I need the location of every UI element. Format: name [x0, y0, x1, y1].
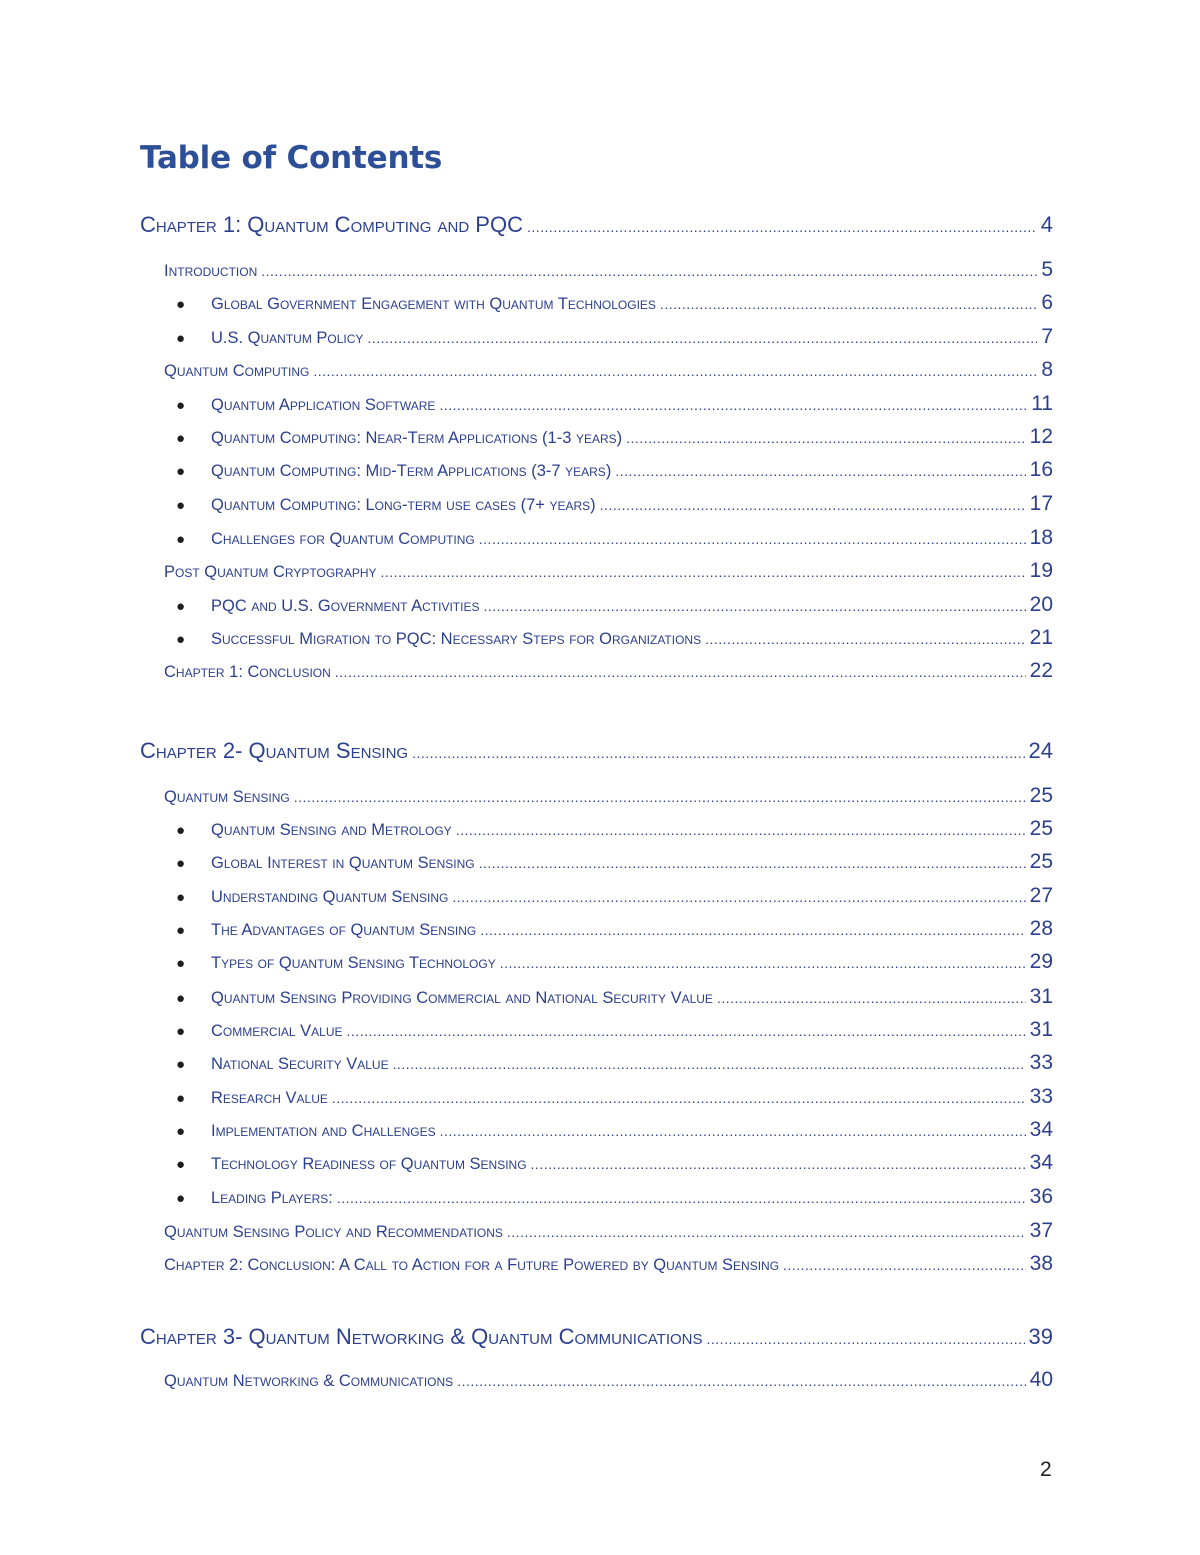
toc-entry-page-number: 37: [1029, 1219, 1053, 1242]
bullet-icon: ●: [176, 889, 186, 906]
toc-entry-page-number: 8: [1041, 358, 1053, 381]
toc-entry-section[interactable]: [164, 559, 1053, 583]
toc-entry-section[interactable]: [164, 784, 1053, 808]
toc-entry-chapter[interactable]: [140, 1324, 1053, 1350]
toc-entry-label: Leading Players:: [211, 1189, 333, 1207]
toc-entry-sub[interactable]: [176, 458, 1053, 482]
dot-leader: [439, 397, 1027, 413]
toc-entry-page-number: 25: [1029, 784, 1053, 807]
dot-leader: [660, 296, 1037, 312]
toc-entry-label: Quantum Sensing: [164, 788, 290, 806]
toc-entry-label: Commercial Value: [211, 1022, 343, 1040]
toc-entry-label: Chapter 2: Conclusion: A Call to Action for a Future Powered by Quantum Sensing: [164, 1256, 780, 1274]
toc-entry-sub[interactable]: [176, 593, 1053, 617]
toc-entry-page-number: 21: [1029, 626, 1053, 649]
dot-leader: [507, 1224, 1026, 1240]
dot-leader: [440, 1123, 1026, 1139]
toc-entry-label: National Security Value: [211, 1055, 389, 1073]
toc-entry-section[interactable]: [164, 358, 1053, 382]
toc-entry-section[interactable]: [164, 1368, 1053, 1392]
dot-leader: [479, 855, 1026, 871]
toc-entry-page-number: 11: [1031, 392, 1053, 415]
toc-entry-page-number: 31: [1029, 985, 1053, 1008]
toc-entry-label: Quantum Computing: Mid-Term Applications (3-7 years): [211, 462, 612, 480]
bullet-icon: ●: [176, 598, 186, 615]
toc-entry-label: Chapter 1: Conclusion: [164, 663, 331, 681]
bullet-icon: ●: [176, 531, 186, 548]
toc-entry-sub[interactable]: [176, 626, 1053, 650]
toc-entry-sub[interactable]: [176, 1051, 1053, 1075]
toc-entry-sub[interactable]: [176, 526, 1053, 550]
bullet-icon: ●: [176, 922, 186, 939]
bullet-icon: ●: [176, 463, 186, 480]
toc-entry-page-number: 40: [1029, 1368, 1053, 1391]
bullet-icon: ●: [176, 1023, 186, 1040]
dot-leader: [393, 1056, 1026, 1072]
toc-entry-label: Challenges for Quantum Computing: [211, 530, 475, 548]
toc-entry-page-number: 18: [1029, 526, 1053, 549]
bullet-icon: ●: [176, 1090, 186, 1107]
toc-entry-chapter[interactable]: [140, 212, 1053, 238]
bullet-icon: ●: [176, 497, 186, 514]
dot-leader: [337, 1190, 1026, 1206]
dot-leader: [294, 789, 1026, 805]
toc-entry-sub[interactable]: [176, 1085, 1053, 1109]
bullet-icon: ●: [176, 990, 186, 1007]
bullet-icon: ●: [176, 430, 186, 447]
dot-leader: [717, 990, 1026, 1006]
toc-entry-section[interactable]: [164, 659, 1053, 683]
toc-entry-label: Chapter 2- Quantum Sensing: [140, 738, 409, 763]
toc-entry-label: Post Quantum Cryptography: [164, 563, 377, 581]
toc-entry-page-number: 36: [1029, 1185, 1053, 1208]
toc-entry-label: PQC and U.S. Government Activities: [211, 597, 480, 615]
toc-entry-page-number: 33: [1029, 1051, 1053, 1074]
toc-entry-label: Successful Migration to PQC: Necessary Steps for Organizations: [211, 630, 702, 648]
toc-entry-label: Understanding Quantum Sensing: [211, 888, 449, 906]
toc-entry-label: Quantum Computing: Near-Term Applications (1-3 years): [211, 429, 623, 447]
bullet-icon: ●: [176, 631, 186, 648]
toc-entry-label: Technology Readiness of Quantum Sensing: [211, 1155, 527, 1173]
dot-leader: [367, 330, 1037, 346]
toc-entry-label: Quantum Computing: Long-term use cases (7+ years): [211, 496, 596, 514]
dot-leader: [480, 922, 1025, 938]
dot-leader: [457, 1373, 1025, 1389]
toc-entry-sub[interactable]: [176, 817, 1053, 841]
toc-entry-page-number: 34: [1029, 1118, 1053, 1141]
dot-leader: [347, 1023, 1026, 1039]
bullet-icon: ●: [176, 1056, 186, 1073]
toc-entry-page-number: 7: [1041, 325, 1053, 348]
toc-entry-chapter[interactable]: [140, 738, 1053, 764]
toc-entry-label: U.S. Quantum Policy: [211, 329, 364, 347]
toc-entry-page-number: 4: [1040, 212, 1053, 237]
toc-entry-page-number: 39: [1028, 1324, 1053, 1349]
dot-leader: [531, 1156, 1026, 1172]
toc-entry-sub[interactable]: [176, 1018, 1053, 1042]
toc-title: Table of Contents: [140, 140, 443, 176]
toc-entry-label: Types of Quantum Sensing Technology: [211, 954, 496, 972]
toc-entry-page-number: 20: [1029, 593, 1053, 616]
bullet-icon: ●: [176, 1190, 186, 1207]
toc-entry-label: Global Interest in Quantum Sensing: [211, 854, 475, 872]
dot-leader: [452, 889, 1025, 905]
toc-entry-page-number: 12: [1029, 425, 1053, 448]
dot-leader: [626, 430, 1025, 446]
toc-entry-label: Introduction: [164, 262, 258, 280]
toc-entry-page-number: 5: [1041, 258, 1053, 281]
toc-entry-label: Quantum Application Software: [211, 396, 436, 414]
bullet-icon: ●: [176, 397, 186, 414]
dot-leader: [705, 631, 1026, 647]
dot-leader: [335, 664, 1026, 680]
bullet-icon: ●: [176, 822, 186, 839]
toc-entry-sub[interactable]: [176, 325, 1053, 349]
toc-entry-label: Chapter 1: Quantum Computing and PQC: [140, 212, 523, 237]
toc-entry-label: Global Government Engagement with Quantum Technologies: [211, 295, 656, 313]
dot-leader: [707, 1331, 1025, 1347]
page-number: 2: [1040, 1458, 1052, 1481]
dot-leader: [381, 564, 1026, 580]
toc-entry-page-number: 6: [1041, 291, 1053, 314]
dot-leader: [615, 463, 1025, 479]
toc-entry-label: Quantum Sensing and Metrology: [211, 821, 452, 839]
toc-entry-label: Implementation and Challenges: [211, 1122, 436, 1140]
toc-entry-page-number: 29: [1029, 950, 1053, 973]
toc-entry-sub[interactable]: [176, 850, 1053, 874]
toc-entry-sub[interactable]: [176, 1151, 1053, 1175]
toc-entry-page-number: 25: [1029, 850, 1053, 873]
dot-leader: [261, 263, 1037, 279]
toc-entry-sub[interactable]: [176, 392, 1053, 416]
toc-entry-page-number: 31: [1029, 1018, 1053, 1041]
toc-entry-label: Research Value: [211, 1089, 328, 1107]
bullet-icon: ●: [176, 1123, 186, 1140]
toc-entry-page-number: 16: [1029, 458, 1053, 481]
bullet-icon: ●: [176, 330, 186, 347]
toc-entry-section[interactable]: [164, 258, 1053, 282]
toc-entry-page-number: 28: [1029, 917, 1053, 940]
toc-entry-page-number: 22: [1029, 659, 1053, 682]
toc-entry-sub[interactable]: [176, 425, 1053, 449]
dot-leader: [527, 219, 1037, 235]
toc-entry-page-number: 19: [1029, 559, 1053, 582]
dot-leader: [483, 598, 1025, 614]
dot-leader: [500, 955, 1026, 971]
toc-entry-label: Quantum Networking & Communications: [164, 1372, 454, 1390]
bullet-icon: ●: [176, 855, 186, 872]
toc-entry-label: Quantum Sensing Policy and Recommendations: [164, 1223, 503, 1241]
toc-entry-page-number: 34: [1029, 1151, 1053, 1174]
toc-entry-label: Quantum Computing: [164, 362, 310, 380]
toc-entry-label: Quantum Sensing Providing Commercial and National Security Value: [211, 989, 713, 1007]
toc-entry-page-number: 17: [1029, 492, 1053, 515]
dot-leader: [479, 531, 1026, 547]
toc-entry-page-number: 24: [1028, 738, 1053, 763]
toc-entry-sub[interactable]: [176, 1185, 1053, 1209]
toc-entry-sub[interactable]: [176, 917, 1053, 941]
toc-entry-section[interactable]: [164, 1252, 1053, 1276]
dot-leader: [313, 363, 1037, 379]
toc-entry-sub[interactable]: [176, 492, 1053, 516]
toc-entry-page-number: 33: [1029, 1085, 1053, 1108]
toc-entry-section[interactable]: [164, 1219, 1053, 1243]
dot-leader: [412, 745, 1024, 761]
dot-leader: [600, 497, 1026, 513]
dot-leader: [332, 1090, 1026, 1106]
dot-leader: [456, 822, 1026, 838]
toc-entry-label: Chapter 3- Quantum Networking & Quantum Communications: [140, 1324, 703, 1349]
dot-leader: [783, 1257, 1026, 1273]
bullet-icon: ●: [176, 955, 186, 972]
bullet-icon: ●: [176, 1156, 186, 1173]
toc-entry-sub[interactable]: [176, 985, 1053, 1009]
toc-entry-sub[interactable]: [176, 950, 1053, 974]
toc-entry-page-number: 25: [1029, 817, 1053, 840]
toc-entry-page-number: 38: [1029, 1252, 1053, 1275]
toc-entry-label: The Advantages of Quantum Sensing: [211, 921, 477, 939]
toc-entry-page-number: 27: [1029, 884, 1053, 907]
toc-entry-sub[interactable]: [176, 884, 1053, 908]
bullet-icon: ●: [176, 296, 186, 313]
toc-entry-sub[interactable]: [176, 291, 1053, 315]
toc-entry-sub[interactable]: [176, 1118, 1053, 1142]
